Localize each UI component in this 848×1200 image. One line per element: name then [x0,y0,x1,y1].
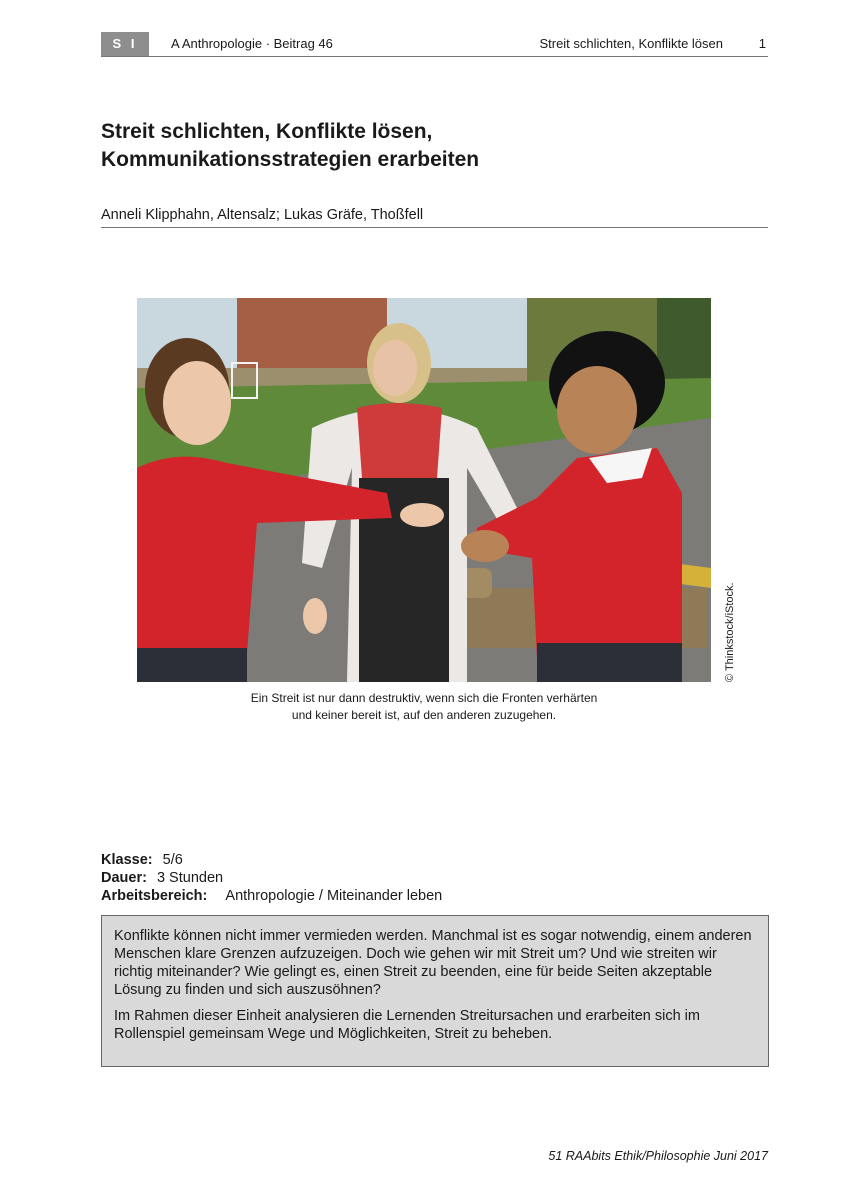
classroom-photo [137,298,711,682]
topic-label: Streit schlichten, Konflikte lösen [539,36,723,51]
caption-line-2: und keiner bereit ist, auf den anderen zuzugehen. [291,708,557,722]
page-footer: 51 RAAbits Ethik/Philosophie Juni 2017 [548,1149,768,1163]
page-number: 1 [758,36,766,51]
dauer-value: 3 Stunden [156,870,224,886]
level-badge: S I [101,32,149,56]
summary-box [101,915,769,1067]
meta-klasse [101,851,442,869]
authors-line: Anneli Klipphahn, Altensalz; Lukas Gräfe, Thoßfell [101,207,768,228]
title-line-2: Kommunikationsstrategien erarbeiten [101,148,480,171]
summary-paragraph-2: Im Rahmen dieser Einheit analysieren die Lernenden Streitursachen und erarbeiten sich im Rollenspiel gemeinsam Wege und Möglichkeiten, Streit zu beheben. [114,1008,700,1042]
meta-bereich [101,887,442,905]
lesson-meta [101,851,442,905]
photo-credit: © Thinkstock/iStock. [724,582,736,682]
page-header [101,32,768,57]
bereich-value: Anthropologie / Miteinander leben [225,888,443,904]
klasse-value: 5/6 [162,852,183,868]
page-title [101,118,781,174]
section-label: A Anthropologie · Beitrag 46 [171,36,333,51]
klasse-label: Klasse: [101,852,153,868]
meta-dauer [101,869,442,887]
bereich-label: Arbeitsbereich: [101,888,208,904]
title-line-1: Streit schlichten, Konflikte lösen, [101,120,433,143]
caption-line-1: Ein Streit ist nur dann destruktiv, wenn sich die Fronten verhärten [250,691,598,705]
dauer-label: Dauer: [101,870,147,886]
photo-caption [137,690,711,724]
summary-paragraph-1: Konflikte können nicht immer vermieden werden. Manchmal ist es sogar notwendig, einem anderen Menschen klare Grenzen aufzuzeigen. Doch wie gehen wir mit Streit um? Und wie streiten wir richtig miteinander? Wie gelingt es, einen Streit zu beenden, eine für beide Seiten akzeptable Lösung zu finden und sich auszusöhnen? [114,928,752,998]
